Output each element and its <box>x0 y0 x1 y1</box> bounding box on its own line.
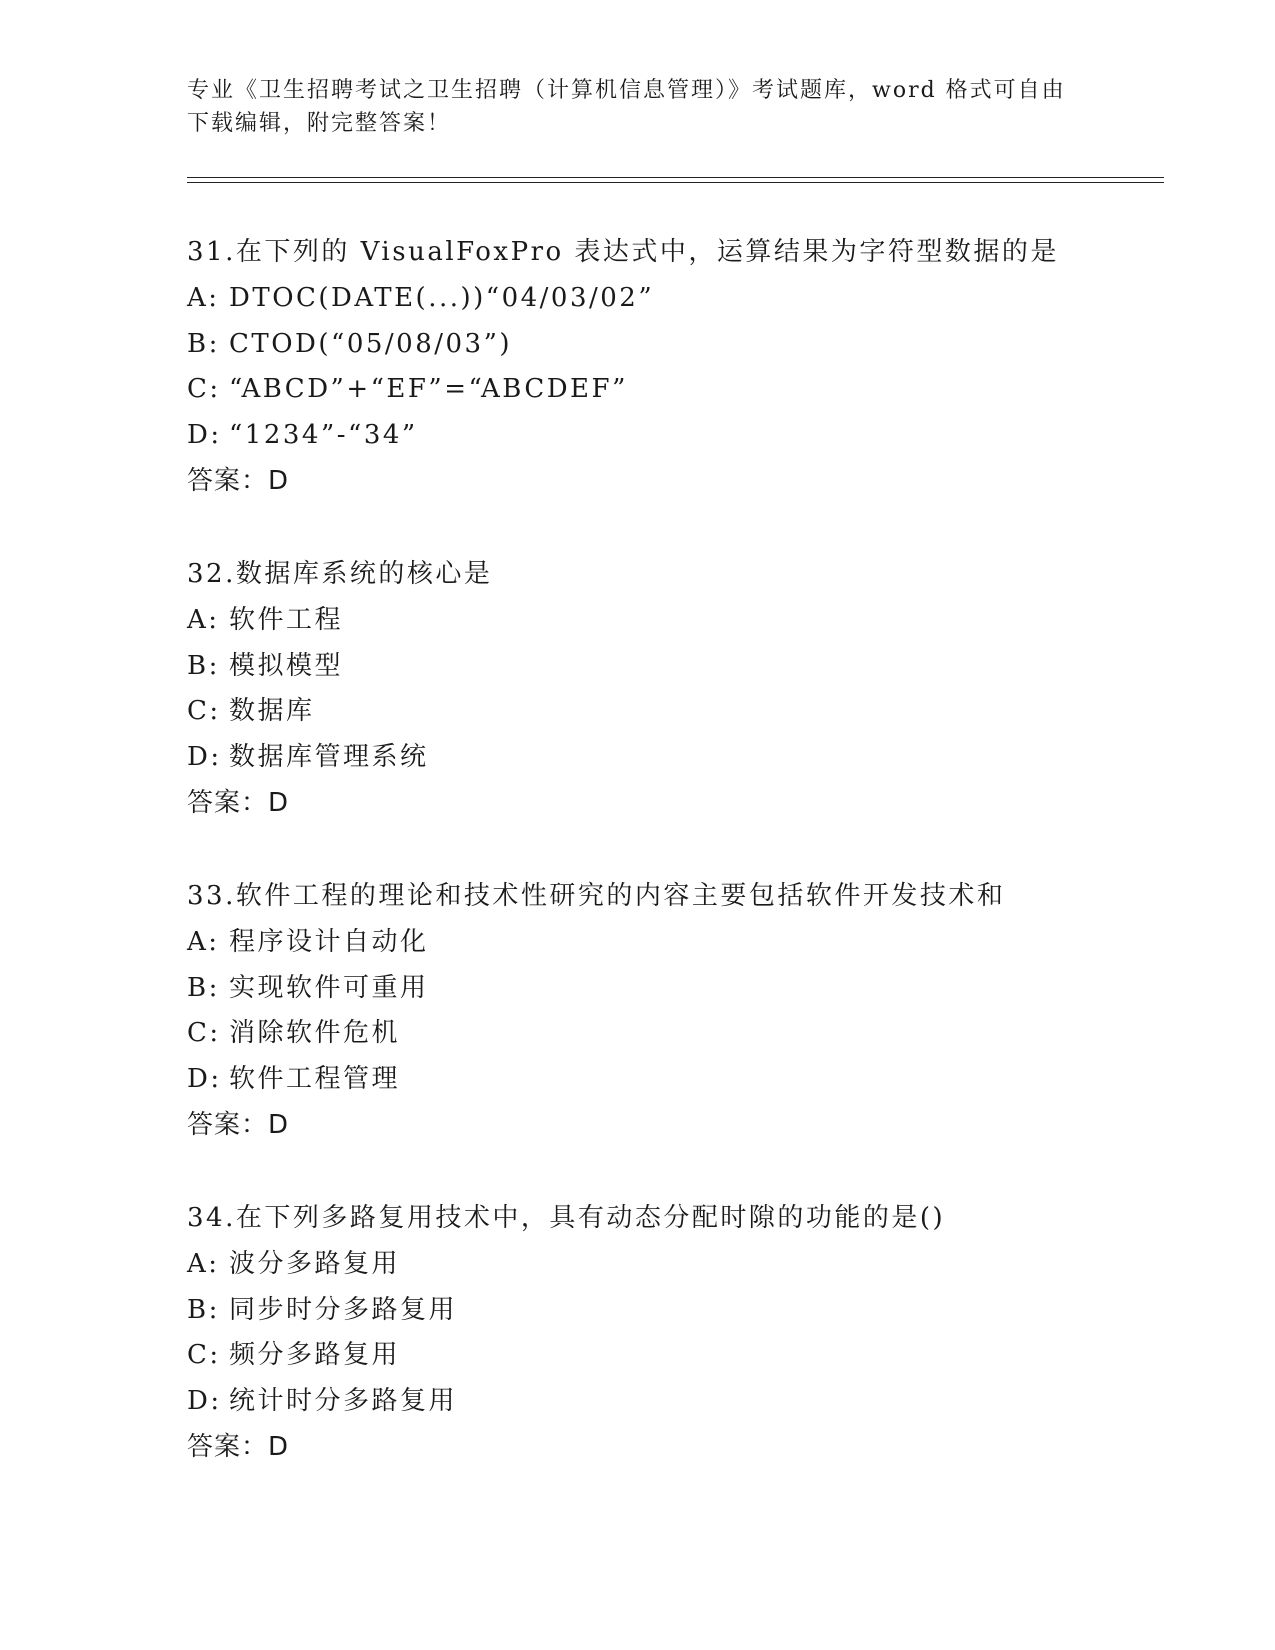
option-prefix: A: <box>187 282 220 313</box>
option-c <box>187 1333 1167 1379</box>
option-d <box>187 1057 1167 1103</box>
header-divider-top <box>187 177 1164 178</box>
option-b <box>187 644 1167 690</box>
question-stem: 31.在下列的 VisualFoxPro 表达式中，运算结果为字符型数据的是 <box>187 237 1059 267</box>
option-prefix: D: <box>187 420 222 451</box>
option-text: CTOD(“05/08/03”) <box>229 328 513 359</box>
option-b <box>187 322 1167 368</box>
answer-label: 答案：D <box>187 1431 290 1462</box>
header-divider-bottom <box>187 182 1164 183</box>
question-32 <box>187 552 1167 827</box>
option-text: 数据库 <box>229 696 315 727</box>
answer-label: 答案：D <box>187 1109 290 1140</box>
option-text: 实现软件可重用 <box>229 972 429 1003</box>
option-text: DTOC(DATE(...))“04/03/02” <box>229 282 655 313</box>
document-header: 专业《卫生招聘考试之卫生招聘（计算机信息管理）》考试题库，word 格式可自由下载编辑，附完整答案！ <box>187 78 1066 136</box>
option-d <box>187 735 1167 781</box>
option-c <box>187 367 1167 413</box>
option-b <box>187 966 1167 1012</box>
option-text: 波分多路复用 <box>229 1248 401 1279</box>
option-b <box>187 1288 1167 1334</box>
option-prefix: B: <box>187 972 220 1003</box>
option-a <box>187 276 1167 322</box>
option-text: 同步时分多路复用 <box>229 1294 458 1325</box>
option-prefix: A: <box>187 926 220 957</box>
option-d <box>187 413 1167 459</box>
option-prefix: B: <box>187 328 220 359</box>
option-prefix: C: <box>187 696 221 727</box>
question-31 <box>187 230 1167 505</box>
option-prefix: A: <box>187 604 220 635</box>
option-text: 统计时分多路复用 <box>229 1386 458 1417</box>
option-a <box>187 598 1167 644</box>
option-prefix: D: <box>187 742 222 773</box>
question-33 <box>187 874 1167 1149</box>
answer-label: 答案：D <box>187 787 290 818</box>
option-text: 数据库管理系统 <box>229 742 429 773</box>
option-prefix: C: <box>187 1340 221 1371</box>
question-34 <box>187 1196 1167 1471</box>
option-prefix: B: <box>187 1294 220 1325</box>
question-stem: 34.在下列多路复用技术中，具有动态分配时隙的功能的是() <box>187 1203 946 1233</box>
option-text: 模拟模型 <box>229 650 344 681</box>
option-prefix: C: <box>187 1018 221 1049</box>
option-text: 程序设计自动化 <box>229 926 429 957</box>
option-text: 消除软件危机 <box>229 1018 401 1049</box>
option-text: “1234”-“34” <box>229 420 418 451</box>
question-stem: 32.数据库系统的核心是 <box>187 559 493 589</box>
option-a <box>187 1242 1167 1288</box>
option-c <box>187 1011 1167 1057</box>
option-prefix: D: <box>187 1386 222 1417</box>
option-prefix: D: <box>187 1064 222 1095</box>
option-prefix: C: <box>187 374 221 405</box>
option-a <box>187 920 1167 966</box>
option-text: “ABCD”+“EF”=“ABCDEF” <box>229 374 628 405</box>
option-text: 频分多路复用 <box>229 1340 401 1371</box>
question-stem: 33.软件工程的理论和技术性研究的内容主要包括软件开发技术和 <box>187 881 1006 911</box>
option-prefix: A: <box>187 1248 220 1279</box>
option-text: 软件工程管理 <box>229 1064 401 1095</box>
option-prefix: B: <box>187 650 220 681</box>
option-text: 软件工程 <box>229 604 344 635</box>
option-d <box>187 1379 1167 1425</box>
option-c <box>187 689 1167 735</box>
answer-label: 答案：D <box>187 465 290 496</box>
